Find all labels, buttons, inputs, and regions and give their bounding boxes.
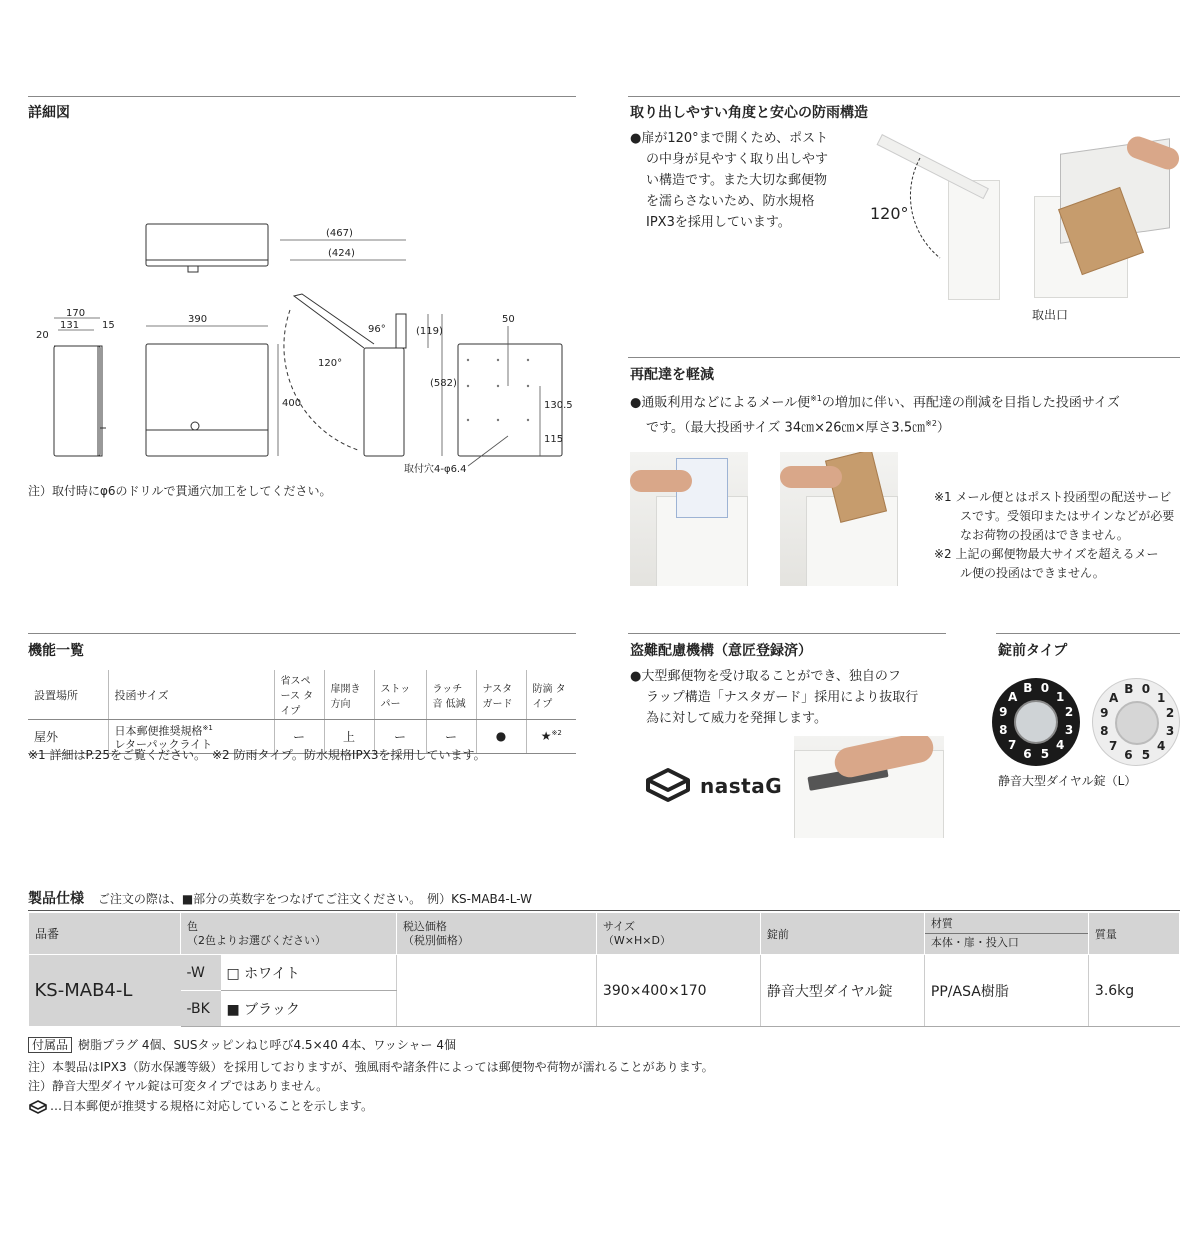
spec-color-white: □ ホワイト <box>221 955 397 991</box>
spec-accessory: 付属品 樹脂プラグ 4個、SUSタッピンねじ呼び4.5×40 4本、ワッシャー 4個 <box>28 1036 456 1055</box>
spec-code-white: -W <box>181 955 221 991</box>
features-stopper: ー <box>374 720 426 754</box>
angle-title: 取り出しやすい角度と安心の防雨構造 <box>630 105 868 121</box>
antitheft-rule <box>628 633 946 634</box>
redelivery-rule <box>628 357 1180 358</box>
lock-rule <box>996 633 1180 634</box>
dim-582: (582) <box>430 378 457 389</box>
dim-400: 400 <box>282 398 302 409</box>
spec-row-white <box>29 955 1180 991</box>
dial-digit: 0 <box>1141 682 1151 697</box>
features-drip: ★$^{※2}$ <box>526 720 576 754</box>
dial-digit: B <box>1124 682 1134 697</box>
dial-digit: B <box>1023 681 1033 696</box>
mount-hole-label: 取付穴4-φ6.4 <box>404 464 467 475</box>
spec-header-material: 材質 本体・扉・投入口 <box>924 913 1088 955</box>
dim-390: 390 <box>188 314 208 325</box>
dial-digit: A <box>1108 690 1119 705</box>
dim-115: 115 <box>544 434 564 445</box>
dim-131: 131 <box>60 320 80 331</box>
features-table <box>28 670 576 754</box>
spec-size: 390×400×170 <box>596 955 760 1027</box>
spec-header-size: サイズ （W×H×D） <box>596 913 760 955</box>
spec-header-color: 色 （2色よりお選びください） <box>181 913 397 955</box>
nasta-logo <box>644 766 782 806</box>
dim-170: 170 <box>66 308 86 319</box>
spec-header-hinban: 品番 <box>29 913 181 955</box>
spec-rule <box>28 910 1180 911</box>
dial-digit: 3 <box>1165 723 1175 738</box>
dim-467: (467) <box>326 228 353 239</box>
redelivery-text: ●通販利用などによるメール便$^{※1}$の増加に伴い、再配達の削減を目指した投函サイズ です。（最大投函サイズ 34㎝×26㎝×厚さ3.5㎝$^{※2}$） <box>630 394 1120 436</box>
takeout-photo <box>1030 136 1180 300</box>
dial-digit: 1 <box>1056 689 1065 704</box>
dial-digit: 4 <box>1056 738 1065 753</box>
detail-note: 注）取付時にφ6のドリルで貫通穴加工をしてください。 <box>28 484 332 498</box>
lock-title: 錠前タイプ <box>998 643 1068 659</box>
spec-header-price: 税込価格 （税別価格） <box>396 913 596 955</box>
mail-insert-photo-2 <box>780 452 898 586</box>
spec-note-1: 注）本製品はIPX3（防水保護等級）を採用しておりますが、強風雨や諸条件によっては郵便物や荷物が濡れることがあります。 <box>28 1060 714 1074</box>
dial-digit: 2 <box>1165 706 1175 721</box>
dim-20: 20 <box>36 330 49 341</box>
features-space: ー <box>274 720 324 754</box>
dim-50: 50 <box>502 314 515 325</box>
dim-130-5: 130.5 <box>544 400 573 411</box>
jp-post-standard-icon <box>28 1099 48 1115</box>
features-header-nasta: ナスタ ガード <box>476 670 526 720</box>
features-rule <box>28 633 576 634</box>
features-title: 機能一覧 <box>28 643 84 659</box>
dial-digit: 5 <box>1040 746 1050 761</box>
dim-119: (119) <box>416 326 443 337</box>
features-nasta: ● <box>476 720 526 754</box>
dial-digit: 8 <box>999 722 1008 737</box>
mail-insert-photo-1 <box>630 452 748 586</box>
spec-hinban: KS-MAB4-L <box>29 955 181 1027</box>
takeout-caption: 取出口 <box>1032 308 1069 322</box>
antitheft-title: 盗難配慮機構（意匠登録済） <box>630 643 812 659</box>
dial-digit: 5 <box>1141 747 1151 762</box>
dial-lock-black-icon <box>992 678 1080 766</box>
features-door: 上 <box>324 720 374 754</box>
dial-digit: 8 <box>1100 723 1109 738</box>
dial-digit: 6 <box>1124 747 1133 762</box>
dial-digit: 1 <box>1157 690 1166 705</box>
nasta-guard-photo <box>794 736 944 838</box>
dim-424: (424) <box>328 248 355 259</box>
dial-digit: 2 <box>1064 705 1074 720</box>
features-place: 屋外 <box>28 720 108 754</box>
spec-header-weight: 質量 <box>1088 913 1179 955</box>
features-header-stopper: ストッパー <box>374 670 426 720</box>
spec-title: 製品仕様 <box>28 891 84 907</box>
dial-digit: 0 <box>1040 681 1050 696</box>
dial-digit: 7 <box>1108 739 1118 754</box>
angle-text: ●扉が120°まで開くため、ポスト の中身が見やすく取り出しやす い構造です。また大切な郵便物 を濡らさないため、防水規格 IPX3を採用しています。 <box>630 131 829 230</box>
dial-digit: A <box>1007 689 1018 704</box>
spec-material: PP/ASA樹脂 <box>924 955 1088 1027</box>
spec-color-black: ■ ブラック <box>221 991 397 1027</box>
redelivery-notes: ※1 メール便とはポスト投函型の配送サービ スです。受領印またはサインなどが必要 なお荷物の投函はできません。 ※2 上記の郵便物最大サイズを超えるメー ル便の投函はできません。 <box>934 490 1175 580</box>
features-header-latch: ラッチ音 低減 <box>426 670 476 720</box>
dial-digit: 4 <box>1157 739 1166 754</box>
spec-note-2: 注）静音大型ダイヤル錠は可変タイプではありません。 <box>28 1079 329 1093</box>
spec-header-row <box>29 913 1180 955</box>
dial-digit: 7 <box>1007 738 1017 753</box>
dial-lock-white-icon <box>1092 678 1180 766</box>
antitheft-text: ●大型郵便物を受け取ることができ、独自のフ ラップ構造「ナスタガード」採用により抜取行 為に対して威力を発揮します。 <box>630 669 919 726</box>
features-header-door: 扉開き 方向 <box>324 670 374 720</box>
spec-price <box>396 955 596 1027</box>
spec-weight: 3.6kg <box>1088 955 1179 1027</box>
dial-digit: 6 <box>1023 746 1032 761</box>
angle-120: 120° <box>318 358 343 369</box>
spec-header-lock: 錠前 <box>760 913 924 955</box>
features-note: ※1 詳細はP.25をご覧ください。 ※2 防雨タイプ。防水規格IPX3を採用しています。 <box>28 748 486 762</box>
spec-table <box>28 912 1180 1027</box>
dial-digit: 9 <box>1100 706 1109 721</box>
angle-rule <box>628 96 1180 97</box>
features-latch: ー <box>426 720 476 754</box>
dim-15: 15 <box>102 320 115 331</box>
nasta-box-icon <box>644 766 692 806</box>
nasta-logo-text: nastaG <box>700 774 783 798</box>
accessory-label: 付属品 <box>28 1037 72 1053</box>
detail-drawing <box>28 210 576 480</box>
features-size: 日本郵便推奨規格$^{※1}$ レターパックライト <box>108 720 274 754</box>
detail-title: 詳細図 <box>28 105 70 121</box>
spec-note-3: …日本郵便が推奨する規格に対応していることを示します。 <box>28 1097 373 1116</box>
spec-subtitle: ご注文の際は、■部分の英数字をつなげてご注文ください。 例）KS-MAB4-L-W <box>97 892 532 906</box>
angle-96: 96° <box>368 324 386 335</box>
redelivery-title: 再配達を軽減 <box>630 367 714 383</box>
features-header-space: 省スペース タイプ <box>274 670 324 720</box>
spec-lock: 静音大型ダイヤル錠 <box>760 955 924 1027</box>
dial-digit: 9 <box>999 705 1008 720</box>
features-header-size: 投函サイズ <box>108 670 274 720</box>
lock-caption: 静音大型ダイヤル錠（L） <box>998 774 1137 788</box>
angle-label: 120° <box>870 204 909 223</box>
features-header-drip: 防滴 タイプ <box>526 670 576 720</box>
features-header-row <box>28 670 576 720</box>
spec-heading <box>28 888 532 908</box>
detail-rule <box>28 96 576 97</box>
features-header-place: 設置場所 <box>28 670 108 720</box>
dial-digit: 3 <box>1064 722 1074 737</box>
spec-code-black: -BK <box>181 991 221 1027</box>
